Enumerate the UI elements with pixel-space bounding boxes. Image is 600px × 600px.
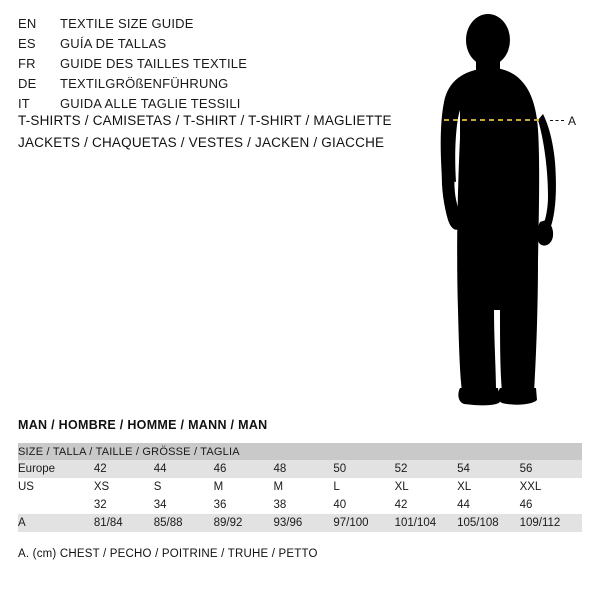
cell-europe-8: 56 — [520, 460, 582, 478]
language-title: GUIDA ALLE TAGLIE TESSILI — [60, 96, 241, 111]
measure-label-a: A — [568, 114, 577, 128]
table-header-label: SIZE / TALLA / TAILLE / GRÖSSE / TAGLIA — [18, 443, 582, 460]
table-row — [18, 496, 582, 514]
cell-a-6: 101/104 — [395, 514, 458, 532]
cell-usnum-6: 42 — [395, 496, 458, 514]
language-row — [18, 74, 378, 94]
cell-usnum-1: 32 — [94, 496, 154, 514]
table-row — [18, 460, 582, 478]
cell-a-2: 85/88 — [154, 514, 214, 532]
language-code: FR — [18, 56, 36, 71]
cell-usnum-4: 38 — [273, 496, 333, 514]
row-label-us: US — [18, 478, 94, 496]
row-label-us-numeric — [18, 496, 94, 514]
cell-usnum-5: 40 — [333, 496, 394, 514]
cell-us-7: XL — [457, 478, 520, 496]
cell-a-3: 89/92 — [214, 514, 274, 532]
cell-europe-3: 46 — [214, 460, 274, 478]
cell-europe-1: 42 — [94, 460, 154, 478]
category-list — [18, 110, 418, 154]
male-figure-illustration — [400, 10, 600, 410]
cell-usnum-8: 46 — [520, 496, 582, 514]
cell-us-3: M — [214, 478, 274, 496]
cell-us-6: XL — [395, 478, 458, 496]
language-row — [18, 14, 378, 34]
cell-europe-7: 54 — [457, 460, 520, 478]
footnote-chest-measure: A. (cm) CHEST / PECHO / POITRINE / TRUHE / PETTO — [18, 548, 318, 560]
language-title: TEXTILE SIZE GUIDE — [60, 16, 194, 31]
cell-usnum-7: 44 — [457, 496, 520, 514]
language-row — [18, 54, 378, 74]
table-header-row — [18, 443, 582, 460]
cell-a-5: 97/100 — [333, 514, 394, 532]
language-title: GUÍA DE TALLAS — [60, 36, 167, 51]
cell-us-5: L — [333, 478, 394, 496]
cell-europe-4: 48 — [273, 460, 333, 478]
table-row — [18, 478, 582, 496]
table-row — [18, 514, 582, 532]
cell-usnum-2: 34 — [154, 496, 214, 514]
cell-us-8: XXL — [520, 478, 582, 496]
language-code: EN — [18, 16, 37, 31]
figure-svg — [400, 10, 600, 410]
language-title: TEXTILGRÖßENFÜHRUNG — [60, 76, 229, 91]
language-code: ES — [18, 36, 36, 51]
measure-leader-line — [550, 120, 564, 121]
language-title: GUIDE DES TAILLES TEXTILE — [60, 56, 248, 71]
cell-a-4: 93/96 — [273, 514, 333, 532]
cell-us-2: S — [154, 478, 214, 496]
gender-heading: MAN / HOMBRE / HOMME / MANN / MAN — [18, 418, 268, 432]
language-code: DE — [18, 76, 37, 91]
language-row — [18, 34, 378, 54]
category-tshirts: T-SHIRTS / CAMISETAS / T-SHIRT / T-SHIRT / MAGLIETTE — [18, 113, 392, 128]
row-label-europe: Europe — [18, 460, 94, 478]
cell-usnum-3: 36 — [214, 496, 274, 514]
language-list — [18, 14, 378, 114]
cell-a-1: 81/84 — [94, 514, 154, 532]
cell-us-1: XS — [94, 478, 154, 496]
cell-europe-2: 44 — [154, 460, 214, 478]
language-code: IT — [18, 96, 30, 111]
category-jackets: JACKETS / CHAQUETAS / VESTES / JACKEN / GIACCHE — [18, 135, 385, 150]
size-table — [18, 443, 582, 532]
cell-a-7: 105/108 — [457, 514, 520, 532]
cell-us-4: M — [273, 478, 333, 496]
cell-europe-6: 52 — [395, 460, 458, 478]
row-label-a: A — [18, 514, 94, 532]
cell-a-8: 109/112 — [520, 514, 582, 532]
cell-europe-5: 50 — [333, 460, 394, 478]
